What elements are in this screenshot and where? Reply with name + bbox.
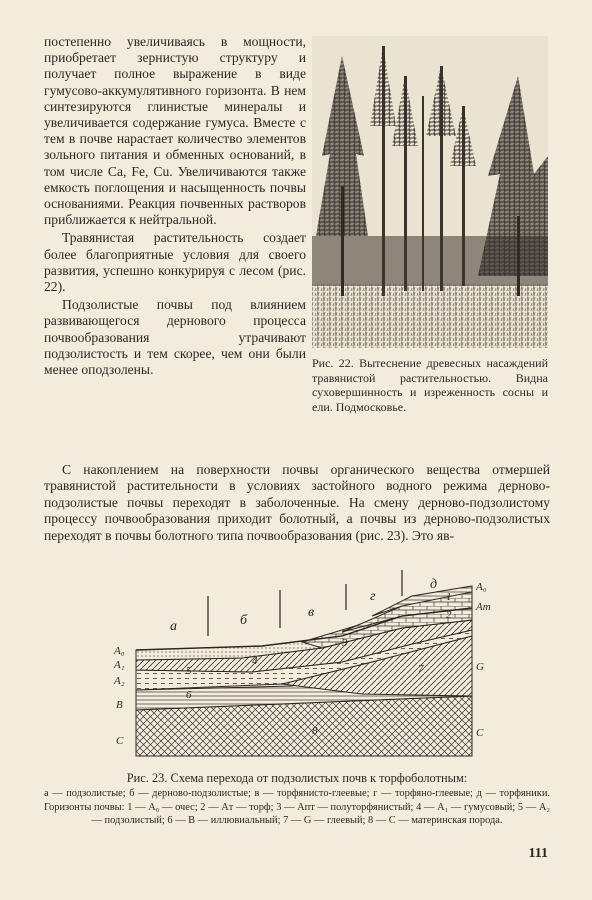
figure-22-caption: Рис. 22. Вытеснение древесных насаждений травянистой растительностью. Видна суховершинность и изреженность сосны и ели. Подмосковье. <box>312 356 548 414</box>
paragraph: С накоплением на поверхности почвы органического вещества отмершей травянистой растительности в условиях застойного водного режима дерново-подзолистые почвы переходят в заболоченные. На смену дерново-подзолистому процессу почвообразования приходит болотный, а почвы из дерново-подзолистых переходят в почвы болотного типа почвообразования (рис. 23). Это яв- <box>44 462 550 543</box>
zone-label: а <box>170 619 177 634</box>
zone-label: д <box>430 577 438 592</box>
zone-label: б <box>240 613 248 628</box>
horizon-label: A₀ <box>476 581 487 593</box>
paragraph: Подзолистые почвы под влиянием развивающегося дернового процесса почвообразования утрачивают подзолистость и тем скорее, чем они были менее оподзолены. <box>44 297 306 378</box>
horizon-label: A₂ <box>114 675 125 687</box>
figure-23-legend: а — подзолистые; б — дерново-подзолистые; в — торфянисто-глеевые; г — торфяно-глеевые; д — торфяники. Горизонты почвы: 1 — A₀ — очес; 2 — Aт — торф; 3 — Aпт — полуторфянистый; 4 — A₁ — гумусовый; 5 — A₂ — подзолистый; 6 — B — иллювиальный; 7 — G — глеевый; 8 — C — материнская порода. <box>44 787 550 827</box>
layer-number: 4 <box>252 655 258 667</box>
horizon-label: G <box>476 661 484 673</box>
horizon-label: C <box>476 727 484 739</box>
layer-number: 7 <box>418 663 424 675</box>
layer-number: 1 <box>446 591 452 603</box>
horizon-label: A₁ <box>114 659 125 671</box>
paragraph: Травянистая растительность создает более благоприятные условия для своего развития, успешно конкурируя с лесом (рис. 22). <box>44 230 306 295</box>
zone-label: г <box>370 589 376 604</box>
soil-transition-diagram <box>112 566 498 766</box>
layer-number: 8 <box>312 725 318 737</box>
layer-number: 3 <box>342 637 348 649</box>
left-text-column <box>44 34 306 378</box>
paragraph: постепенно увеличиваясь в мощности, приобретает зернистую структуру и получает полное выражение в виде гумусово-аккумулятивного горизонта. В нем синтезируются глинистые минералы и увеличивается содержание гумуса. Вместе с тем в почве нарастает количество элементов зольного питания и обменных оснований, в том числе Ca, Fe, Cu. Увеличиваются также емкость поглощения и насыщенность почвы основаниями. Реакция почвенных растворов приближается к нейтральной. <box>44 34 306 228</box>
zone-label: в <box>308 605 315 620</box>
forest-photo <box>312 36 548 348</box>
horizon-label: Aт <box>476 601 491 613</box>
page-number: 111 <box>528 846 548 861</box>
horizon-label: C <box>116 735 124 747</box>
layer-number: 6 <box>186 689 192 701</box>
layer-number: 5 <box>186 665 192 677</box>
full-width-text <box>44 462 550 544</box>
horizon-label: B <box>116 699 123 711</box>
figure-23-title: Рис. 23. Схема перехода от подзолистых почв к торфоболотным: <box>126 771 468 785</box>
figure-23-caption <box>44 772 550 828</box>
horizon-label: A₀ <box>114 645 125 657</box>
layer-number: 2 <box>446 609 452 621</box>
